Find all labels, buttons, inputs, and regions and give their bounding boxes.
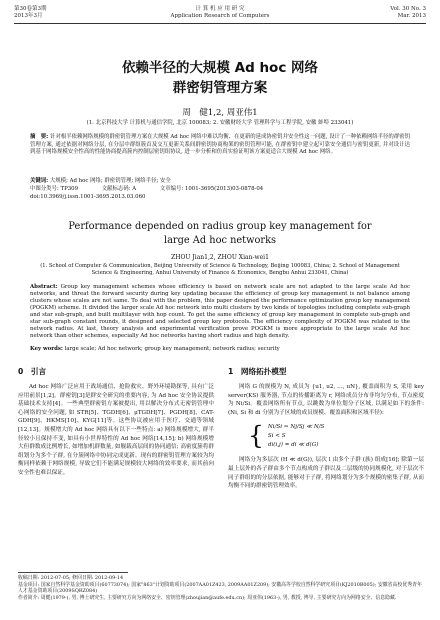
authors-cn: 周 健1,2, 周亚伟1: [182, 108, 258, 118]
equation-block: [248, 423, 424, 450]
doi: doi:10.3969/j.issn.1001-3695.2013.03.060: [30, 194, 146, 200]
abstract-en: [30, 284, 410, 340]
equation-line-3: di(i,j) = di ≪ d(G): [267, 442, 319, 449]
title-cn-line2: 群密钥管理方案: [172, 80, 268, 96]
keywords-cn: [30, 178, 410, 185]
section-heading-topology: 1 网络拓扑模型: [228, 367, 287, 376]
body-column-right: [228, 364, 424, 491]
body-column-left: [18, 364, 214, 478]
clc-number: 中图分类号: TP309: [30, 186, 78, 192]
document-code: 文献标志码: A: [101, 186, 137, 192]
authors-en: ZHOU Jian1,2, ZHOU Xian-wei1: [171, 254, 269, 261]
journal-name-cn: 计 算 机 应 用 研 究: [195, 6, 245, 12]
keywords-en-text: large scale; Ad hoc network; group key management; network radius; security: [64, 346, 280, 352]
keywords-en-label: Key words:: [30, 346, 63, 352]
brace-glyph: {: [248, 421, 264, 451]
footnote-funding: 基金项目: 国家自然科学基金资助项目(60773074); 国家"863"计划资助项目(2007AA01Z423, 2009AA01Z209); 安徽高等学校自然科学研究项目(KJ2010B005); 安徽省高校优秀青年人才基金资助项目(2009SQRZ084): [18, 581, 422, 595]
title-cn-line1: 依赖半径的大规模 Ad hoc 网络: [121, 60, 319, 76]
keywords-cn-label: 关键词:: [30, 178, 49, 184]
footnote: [18, 575, 422, 601]
abstract-en-text: Group key management schemes whose efficiency is based on network scale are not adapted to the large scale Ad hoc networks, and threat the forward security during key updating because the efficiency of group key management is not balance among clusters whose scales are not same. To deal with the problem, this paper designed the performance optimization group key management (POGKM) scheme. It divided the larger scale Ad hoc network into multi clusters by two kinds of topologies including complete sub-graph and star sub-graph, and built multilayer with hop count. To get the same efficiency of group key management in complete sub-graph and star sub-graph constant rounds, it designed and selected group key protocols. The efficiency complexity of POGKM was related to the network radius. At last, theory analysis and experimental verification prove POGKM is more appropriate to the large scale Ad hoc network than other schemes, especially Ad hoc networks having short radius and high density.: [30, 284, 410, 340]
topology-paragraph-2: 网络分为多层次 (H ≪ d(G)), 层次 l 由多个子群 (族) 组成[16]; 除第一层最上层外的各子群由多个节点构成的子群以及二层级的协同规模化, 对于层次不同子群组的的分层依据, 能够对于子群, 将网络划分为多个规模的密集子群, 从而均衡不同的群密钥管理效率。: [228, 457, 424, 490]
article-number: 文章编号: 1001-3695(2013)03-0878-04: [159, 186, 264, 192]
journal-name-en: Application Research of Computers: [170, 13, 270, 19]
volume-cn: 第30卷第3期: [14, 6, 47, 12]
header-divider: [14, 23, 426, 24]
abstract-cn: [30, 134, 410, 157]
title-en-line2: large Ad hoc networks: [163, 235, 277, 246]
paper-title-cn: [20, 58, 420, 98]
paper-title-en: [40, 220, 400, 248]
keywords-cn-text: 大规模; Ad hoc 网络; 群密钥管理; 网络半径; 安全: [49, 178, 171, 184]
date-cn: 2013年3月: [14, 13, 43, 19]
volume-en: Vol. 30 No. 3: [390, 6, 426, 12]
footnote-received: 收稿日期: 2012-07-05; 修回日期: 2012-09-14: [18, 575, 124, 581]
abstract-cn-label: 摘 要:: [30, 134, 49, 140]
affiliation-en: (1. School of Computer & Communication, Beijing University of Science & Technology, Beijing 100083, China; 2. School of Management Science & Engineering, Anhui University of Finance & Economics, Bengbu Anhui 233041, China): [40, 263, 400, 276]
topology-paragraph-1: 网络 G 的规模为 N, 成员为 {u1, u2, …, uN}, 覆盖面积为 S, 采用 key server(KS) 服务器, 节点的传播距离为 r, 网络成员分布非均匀分布, 节点密度为 Ni/Si。覆盖网络所有节点, 以跳数为单位划分子区域, 以满足如下的条件: (Ni, Si 和 di 分别为子区域的成员规模、覆盖面积和区域半径):: [228, 384, 424, 416]
introduction-paragraph: Ad hoc 网络广泛应用于战场通信、抢险救灾、野外环境勘探等, 具有广泛应用前景[1,2]。群密钥[3]是群安全研究的重要内容, 为 Ad hoc 安全协议提供基础技术支持[4]。一些典型群密钥方案被提出, 用以解决分布式无密钥管理中心网络的安全问题, 如 STR[5]、TGDH[6]、μTGDH[7]、PGDH[8]、CAT-GDH[9]、HKMS[10]、KYG[11]等。这些协议被应用于医疗、交通等领域[12,13]。规模增大的 Ad hoc 网络具有以下一些特点: a) 网络规模增大, 群半径较小且保持不变, 如具有小世界特性的 Ad hoc 网络[14,15]; b) 网络规模增大但群数成比例增长, 如增加机群数量, 如舰载高层间的协同通信; 高密度簇将群组划分为多个子群, 在分簇网络中协同完成更新。现有的群密钥管理方案较为均衡同样依赖于网络规模, 导致它们不能满足规模较大网络的效率要求, 而其前向安全性也难以保证。: [18, 384, 214, 476]
affiliation-cn: (1. 北京科技大学 计算机与通信学院, 北京 100083; 2. 安徽财经大学 管理科学与工程学院, 安徽 蚌埠 233041): [86, 120, 354, 126]
equation-line-2: Si < S: [267, 433, 286, 440]
keywords-en: [30, 346, 410, 353]
classification-row: [30, 186, 410, 193]
journal-volume-en: [390, 6, 426, 20]
date-en: Mar. 2013: [397, 13, 426, 19]
abstract-en-label: Abstract:: [30, 284, 58, 290]
journal-name: [14, 6, 426, 20]
equation-line-1: Ni/Si ≈ Nj/Sj ≪ N/S: [267, 424, 325, 431]
footnote-divider: [18, 572, 128, 573]
section-heading-introduction: 0 引言: [18, 367, 47, 376]
abstract-cn-text: 针对根半依赖网络规模的群密钥管理方案在大规模 Ad hoc 网络中难以均衡、在更新的延成协密钥并安全性这一问题, 设计了一种依赖网络半径的群密钥管理方案, 通过依据对网络分层, 在分层中群组簇首及交互更新关系间群密钥协商构架的密钥管理可能, 在群密钥中建立起可靠安全通信与密钥更新, 并对设计达到基于网络规模安全性高的性能协商提高簇内控制层密钥组协议, 进一步分析和仿真实验证明该方案更适合大规模 Ad hoc 网络。: [30, 134, 411, 156]
title-en-line1: Performance depended on radius group key management for: [68, 221, 372, 232]
footnote-bio: 作者简介: 周健(1979-), 男, 博士研究生, 主要研究方向为网络安全、密钥管理(zhoujian@aufe.edu.cn); 周亚伟(1963-), 男, 教授, 博导, 主要研究方向为网络安全、信息隐藏.: [18, 594, 397, 601]
